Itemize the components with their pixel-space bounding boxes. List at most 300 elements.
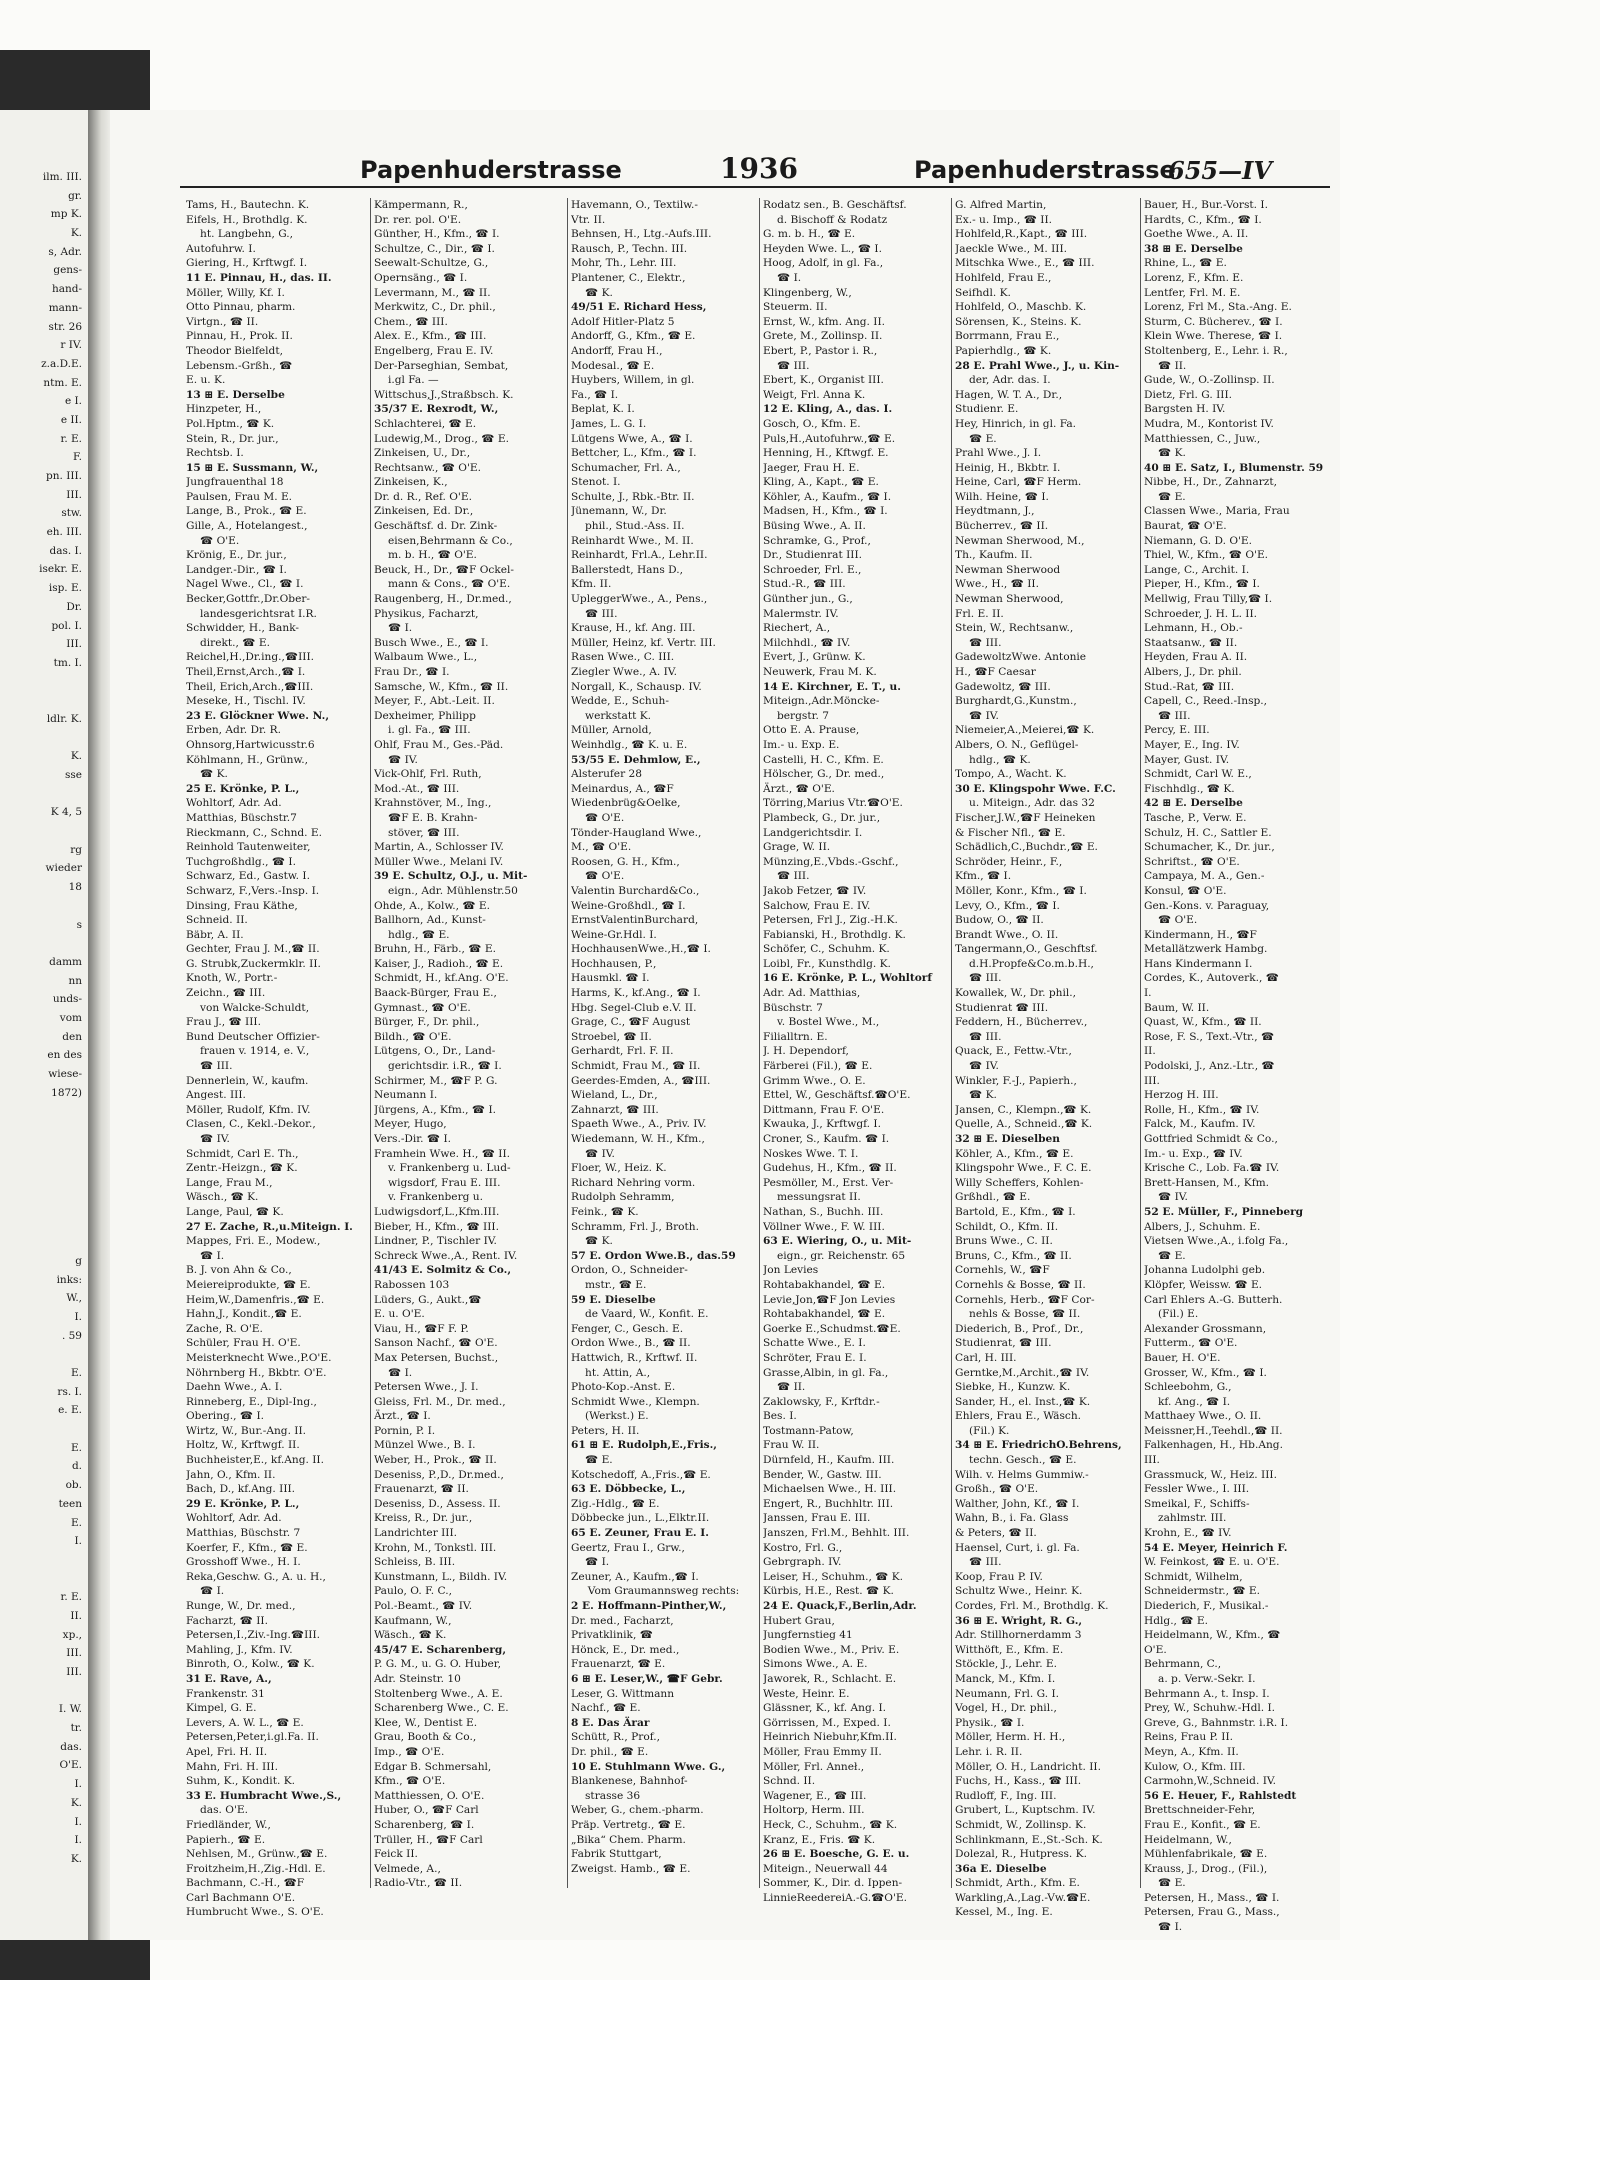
- directory-entry-line: Rasen Wwe., C. III.: [571, 651, 675, 664]
- directory-entry-line: Kämpermann, R.,: [374, 199, 468, 211]
- directory-entry-line: ☎ IV.: [1158, 1191, 1188, 1204]
- directory-entry-line: Puls,H.,Autofuhrw.,☎ E.: [763, 432, 896, 445]
- directory-entry-line: 52 E. Müller, F., Pinneberg: [1144, 1205, 1304, 1218]
- directory-entry-line: Matthaey Wwe., O. II.: [1144, 1410, 1262, 1423]
- directory-entry-line: 14 E. Kirchner, E. T., u.: [763, 680, 901, 693]
- directory-entry-line: Kessel, M., Ing. E.: [955, 1906, 1053, 1919]
- directory-entry-line: Knoth, W., Portr.-: [186, 972, 278, 985]
- directory-entry-line: Schöfer, C., Schuhm. K.: [763, 943, 890, 956]
- directory-entry-line: Adolf Hitler-Platz 5: [571, 315, 675, 328]
- left-page-fragment-line: [39, 936, 82, 955]
- directory-entry-line: Manck, M., Kfm. I.: [955, 1672, 1056, 1685]
- directory-entry-line: Koop, Frau P. IV.: [955, 1570, 1043, 1583]
- directory-entry-line: zahlmstr. III.: [1158, 1512, 1227, 1525]
- directory-entry-line: Chem., ☎ III.: [374, 315, 448, 328]
- directory-entry-line: HochhausenWwe.,H.,☎ I.: [571, 943, 711, 956]
- directory-entry-line: E. u. K.: [186, 374, 226, 387]
- directory-entry-line: Pol.-Beamt., ☎ IV.: [374, 1600, 473, 1612]
- directory-entry-line: I.: [1144, 987, 1152, 1000]
- directory-entry-line: Brandt Wwe., O. II.: [955, 928, 1059, 941]
- directory-entry-line: G. Strubk,Zuckermklr. II.: [186, 957, 321, 970]
- directory-entry-line: Grimm Wwe., O. E.: [763, 1074, 866, 1087]
- directory-entry-line: Wagener, E., ☎ III.: [763, 1789, 867, 1802]
- directory-entry-line: ☎ III.: [777, 359, 810, 372]
- directory-entry-line: Heidelmann, W.,: [1144, 1833, 1232, 1846]
- directory-entry-line: Ballerstedt, Hans D.,: [571, 563, 683, 576]
- directory-entry-line: Petersen Wwe., J. I.: [374, 1381, 479, 1394]
- directory-entry-line: Lorenz, F., Kfm. E.: [1144, 271, 1244, 284]
- directory-entry-line: Weine-Großhdl., ☎ I.: [571, 899, 686, 912]
- directory-entry-line: Holtorp, Herm. III.: [763, 1804, 865, 1817]
- column-divider: [951, 198, 952, 1888]
- left-page-fragment-line: ob.: [65, 1479, 82, 1492]
- directory-entry-line: 61 ⊞ E. Rudolph,E.,Fris.,: [571, 1439, 717, 1452]
- directory-entry-line: Roosen, G. H., Kfm.,: [571, 855, 680, 868]
- directory-entry-line: 40 ⊞ E. Satz, I., Blumenstr. 59: [1144, 461, 1324, 474]
- directory-entry-line: W. Feinkost, ☎ E. u. O'E.: [1144, 1556, 1280, 1569]
- left-page-fragment-line: d.: [71, 1460, 82, 1473]
- directory-entry-line: B. J. von Ahn & Co.,: [186, 1264, 292, 1277]
- directory-entry-line: Büschstr. 7: [763, 1001, 823, 1014]
- directory-entry-line: Schirmer, M., ☎F P. G.: [374, 1074, 498, 1087]
- directory-entry-line: Hönck, E., Dr. med.,: [571, 1643, 680, 1656]
- directory-entry-line: Mahling, J., Kfm. IV.: [186, 1643, 293, 1656]
- directory-entry-line: Levie,Jon,☎F Jon Levies: [763, 1293, 896, 1306]
- directory-entry-line: Kindermann, H., ☎F: [1144, 928, 1257, 941]
- directory-entry-line: 63 E. Döbbecke, L.,: [571, 1483, 686, 1496]
- left-page-fragment-line: das.: [60, 1740, 82, 1753]
- directory-entry-line: Noskes Wwe. T. I.: [763, 1147, 859, 1160]
- directory-entry-line: Baum, W. II.: [1144, 1001, 1210, 1014]
- directory-entry-line: Weinhdlg., ☎ K. u. E.: [571, 738, 688, 751]
- directory-entry-line: 2 E. Hoffmann-Pinther,W.,: [571, 1600, 727, 1612]
- directory-entry-line: Döbbecke jun., L.,Elktr.II.: [571, 1512, 710, 1525]
- directory-entry-line: Baurat, ☎ O'E.: [1144, 520, 1227, 533]
- left-page-fragment-line: en des: [47, 1049, 82, 1062]
- directory-entry-line: Matthias, Büschstr. 7: [186, 1527, 301, 1540]
- directory-entry-line: 33 E. Humbracht Wwe.,S.,: [186, 1789, 342, 1802]
- directory-entry-line: Matthiessen, O. O'E.: [374, 1789, 485, 1802]
- directory-entry-line: Zahnarzt, ☎ III.: [571, 1103, 659, 1116]
- directory-entry-line: Pieper, H., Kfm., ☎ I.: [1144, 578, 1260, 591]
- left-page-fragment-line: sse: [65, 769, 82, 781]
- directory-entry-line: Möller, Willy, Kf. I.: [186, 286, 285, 299]
- directory-entry-line: Münzing,E.,Vbds.-Gschf.,: [763, 855, 899, 868]
- directory-entry-line: Evert, J., Grünw. K.: [763, 651, 866, 664]
- directory-entry-line: Feddern, H., Bücherrev.,: [955, 1016, 1088, 1029]
- directory-entry-line: Castelli, H. C., Kfm. E.: [763, 753, 884, 766]
- directory-entry-line: Alexander Grossmann,: [1144, 1322, 1267, 1335]
- left-page-fragment-line: III.: [66, 638, 82, 651]
- directory-entry-line: Tams, H., Bautechn. K.: [186, 199, 310, 211]
- directory-entry-line: Heyden, Frau A. II.: [1144, 651, 1248, 664]
- directory-entry-line: Tostmann-Patow,: [763, 1424, 854, 1437]
- directory-entry-line: Ohde, A., Kolw., ☎ E.: [374, 899, 491, 912]
- directory-entry-line: ☎ III.: [585, 607, 618, 620]
- directory-entry-line: Schramke, G., Prof.,: [763, 534, 871, 547]
- directory-entry-line: Suhm, K., Kondit. K.: [186, 1775, 295, 1788]
- directory-entry-line: bergstr. 7: [777, 709, 829, 722]
- directory-entry-line: frauen v. 1914, e. V.,: [200, 1045, 310, 1058]
- directory-entry-line: Falkenhagen, H., Hb.Ang.: [1144, 1439, 1283, 1452]
- directory-entry-line: Möller, Frau Emmy II.: [763, 1745, 882, 1758]
- directory-entry-line: Frau E., Konfit., ☎ E.: [1144, 1818, 1261, 1831]
- directory-entry-line: Runge, W., Dr. med.,: [186, 1600, 296, 1612]
- directory-entry-line: ☎ E.: [1158, 1249, 1186, 1262]
- directory-entry-line: Diederich, F., Musikal.-: [1144, 1600, 1269, 1612]
- directory-entry-line: Gebrgraph. IV.: [763, 1556, 842, 1569]
- directory-entry-line: Möller, Herm. H. H.,: [955, 1731, 1066, 1744]
- directory-entry-line: Huber, O., ☎F Carl: [374, 1804, 479, 1817]
- directory-entry-line: Quack, E., Fettw.-Vtr.,: [955, 1045, 1072, 1058]
- directory-entry-line: Schroeder, J. H. L. II.: [1144, 607, 1258, 620]
- directory-entry-line: Ernst, W., kfm. Ang. II.: [763, 315, 886, 328]
- directory-entry-line: Bürger, F., Dr. phil.,: [374, 1016, 480, 1029]
- left-page-fragment-line: isp. E.: [48, 582, 82, 595]
- directory-entry-line: Schütt, R., Prof.,: [571, 1731, 661, 1744]
- left-page-fragment-line: isekr. E.: [39, 563, 82, 576]
- directory-entry-line: i.gl Fa. —: [388, 374, 439, 387]
- directory-entry-line: Schwarz, F.,Vers.-Insp. I.: [186, 884, 320, 897]
- directory-entry-line: Stein, W., Rechtsanw.,: [955, 622, 1074, 635]
- directory-entry-line: 25 E. Krönke, P. L.,: [186, 782, 300, 795]
- left-page-fragment-line: [39, 1684, 82, 1703]
- directory-entry-line: Lehr. i. R. II.: [955, 1745, 1023, 1758]
- directory-entry-line: Falck, M., Kaufm. IV.: [1144, 1118, 1256, 1131]
- directory-entry-line: 31 E. Rave, A.,: [186, 1672, 272, 1685]
- left-page-fragment-line: [39, 1160, 82, 1179]
- directory-entry-line: Möller, O. H., Landricht. II.: [955, 1760, 1101, 1773]
- directory-entry-line: James, L. G. I.: [571, 417, 647, 430]
- directory-entry-line: Klingenberg, W.,: [763, 286, 852, 299]
- directory-entry-line: Reins, Frau P. II.: [1144, 1731, 1234, 1744]
- left-page-fragment-line: rg: [70, 843, 82, 856]
- directory-entry-line: 29 E. Krönke, P. L.,: [186, 1497, 300, 1510]
- directory-entry-line: Klöpfer, Weissw. ☎ E.: [1144, 1278, 1263, 1291]
- directory-entry-line: Paulo, O. F. C.,: [374, 1585, 452, 1598]
- directory-entry-line: Tasche, P., Verw. E.: [1144, 811, 1247, 824]
- left-page-fragment-line: r. E.: [60, 432, 82, 445]
- left-page-fragment-line: stw.: [61, 507, 82, 520]
- directory-entry-line: Albers, O. N., Geflügel-: [955, 738, 1079, 751]
- directory-entry-line: Möller, Rudolf, Kfm. IV.: [186, 1103, 311, 1116]
- directory-entry-line: Radio-Vtr., ☎ II.: [374, 1877, 463, 1890]
- left-page-fragment-line: r. E.: [60, 1591, 82, 1604]
- directory-entry-line: Rieckmann, C., Schnd. E.: [186, 826, 323, 839]
- directory-entry-line: Vom Graumannsweg rechts:: [587, 1585, 740, 1598]
- directory-entry-line: Huybers, Willem, in gl.: [571, 374, 695, 387]
- directory-entry-line: Facharzt, ☎ II.: [186, 1614, 268, 1627]
- column-divider: [759, 198, 760, 1888]
- directory-entry-line: Viau, H., ☎F F. P.: [374, 1322, 469, 1335]
- directory-entry-line: Tangermann,O., Geschftsf.: [955, 943, 1098, 956]
- directory-entry-line: eign., Adr. Mühlenstr.50: [388, 884, 518, 897]
- directory-entry-line: kf. Ang., ☎ I.: [1158, 1395, 1231, 1408]
- directory-entry-line: Raugenberg, H., Dr.med.,: [374, 593, 512, 606]
- directory-entry-line: Bauer, H. O'E.: [1144, 1351, 1221, 1364]
- directory-entry-line: Holtz, W., Krftwgf. II.: [186, 1439, 300, 1452]
- directory-entry-line: Konsul, ☎ O'E.: [1144, 884, 1227, 897]
- directory-entry-line: & Fischer Nfl., ☎ E.: [955, 826, 1066, 839]
- directory-entry-line: Zache, R. O'E.: [186, 1322, 263, 1335]
- directory-entry-line: Adr. Ad. Matthias,: [763, 987, 861, 1000]
- page-header: [150, 150, 1340, 190]
- directory-entry-line: Heine, Carl, ☎F Herm.: [955, 476, 1082, 489]
- directory-entry-line: Köhler, A., Kfm., ☎ E.: [955, 1147, 1074, 1160]
- directory-entry-line: Meissner,H.,Teehdl.,☎ II.: [1144, 1424, 1283, 1437]
- directory-entry-line: Stein, R., Dr. jur.,: [186, 432, 279, 445]
- directory-entry-line: Dr. phil., ☎ E.: [571, 1745, 649, 1758]
- directory-entry-line: Rudolph Sehramm,: [571, 1191, 675, 1204]
- directory-entry-line: Scharenberg Wwe., C. E.: [374, 1702, 509, 1715]
- directory-entry-line: Zig.-Hdlg., ☎ E.: [571, 1497, 660, 1510]
- directory-entry-line: Fabianski, H., Brothdlg. K.: [763, 928, 906, 941]
- directory-entry-line: Albers, J., Schuhm. E.: [1144, 1220, 1261, 1233]
- directory-entry-line: mstr., ☎ E.: [585, 1278, 647, 1291]
- year-label: 1936: [720, 152, 798, 185]
- column-divider: [370, 198, 371, 1888]
- directory-entry-line: Framhein Wwe. H., ☎ II.: [374, 1147, 511, 1160]
- directory-entry-line: Zinkeisen, K.,: [374, 476, 448, 489]
- directory-entry-line: Simons Wwe., A. E.: [763, 1658, 868, 1671]
- directory-entry-line: Croner, S., Kaufm. ☎ I.: [763, 1133, 890, 1145]
- directory-entry-line: Imp., ☎ O'E.: [374, 1745, 445, 1758]
- left-page-fragment-line: K.: [70, 227, 82, 240]
- directory-entry-line: Hbg. Segel-Club e.V. II.: [571, 1001, 697, 1014]
- directory-entry-line: Stenot. I.: [571, 476, 621, 489]
- left-page-fragment-line: g: [75, 1254, 82, 1267]
- directory-entry-line: Peters, H. II.: [571, 1424, 640, 1437]
- directory-entry-line: Vietsen Wwe.,A., i.folg Fa.,: [1144, 1235, 1289, 1248]
- directory-entry-line: Wahn, B., i. Fa. Glass: [955, 1512, 1069, 1525]
- directory-entry-line: messungsrat II.: [777, 1191, 861, 1204]
- directory-entry-line: Schnd. II.: [763, 1775, 816, 1788]
- directory-entry-line: Jungfrauenthal 18: [186, 476, 284, 489]
- directory-entry-line: Richard Nehring vorm.: [571, 1176, 696, 1189]
- directory-entry-line: 38 ⊞ E. Derselbe: [1144, 242, 1243, 255]
- directory-entry-line: Nehlsen, M., Grünw.,☎ E.: [186, 1848, 328, 1861]
- directory-entry-line: ☎ I.: [388, 1366, 413, 1379]
- directory-entry-line: Grßhdl., ☎ E.: [955, 1191, 1031, 1204]
- directory-entry-line: Kfm., ☎ I.: [955, 870, 1012, 883]
- directory-entry-line: Frauenarzt, ☎ E.: [571, 1658, 666, 1671]
- directory-entry-line: Jaworek, R., Schlacht. E.: [763, 1672, 897, 1685]
- directory-entry-line: ☎ II.: [1158, 359, 1187, 372]
- directory-entry-line: 32 ⊞ E. Dieselben: [955, 1133, 1060, 1145]
- directory-entry-line: Kunstmann, L., Bildh. IV.: [374, 1570, 508, 1583]
- directory-entry-line: der, Adr. das. I.: [969, 374, 1051, 387]
- directory-entry-line: Grassmuck, W., Heiz. III.: [1144, 1468, 1277, 1481]
- directory-entry-line: Rolle, H., Kfm., ☎ IV.: [1144, 1103, 1260, 1116]
- directory-entry-line: Weigt, Frl. Anna K.: [763, 388, 866, 401]
- directory-entry-line: ☎ III.: [969, 636, 1002, 649]
- directory-entry-line: Gleiss, Frl. M., Dr. med.,: [374, 1395, 506, 1408]
- directory-entry-line: Frl. E. II.: [955, 607, 1004, 620]
- directory-entry-line: Otto Pinnau, pharm.: [186, 301, 296, 314]
- directory-entry-line: Tuchgroßhdlg., ☎ I.: [186, 855, 296, 868]
- directory-entry-line: Apel, Fri. H. II.: [186, 1745, 268, 1758]
- directory-entry-line: III.: [1144, 1454, 1160, 1467]
- directory-entry-line: Walther, John, Kf., ☎ I.: [955, 1497, 1080, 1510]
- directory-entry-line: Miteign.,Adr.Möncke-: [763, 695, 880, 708]
- directory-entry-line: H., ☎F Caesar: [955, 666, 1036, 678]
- directory-entry-line: Färberei (Fil.), ☎ E.: [763, 1060, 873, 1073]
- directory-entry-line: Zaklowsky, F., Krftdr.-: [763, 1395, 880, 1408]
- directory-entry-line: Schröter, Frau E. I.: [763, 1351, 867, 1364]
- directory-entry-line: Obering., ☎ I.: [186, 1410, 265, 1423]
- directory-entry-line: Deseniss, P.,D., Dr.med.,: [374, 1468, 504, 1481]
- left-page-fragment-line: nn: [68, 974, 82, 987]
- directory-entry-line: Schreck Wwe.,A., Rent. IV.: [374, 1249, 518, 1262]
- directory-entry-line: Petersen,I.,Ziv.-Ing.☎III.: [186, 1629, 321, 1642]
- directory-entry-line: E. u. O'E.: [374, 1308, 425, 1321]
- directory-entry-line: gerichtsdir. i.R., ☎ I.: [388, 1060, 502, 1073]
- directory-entry-line: Plambeck, G., Dr. jur.,: [763, 811, 881, 824]
- directory-entry-line: Weber, G., chem.-pharm.: [571, 1804, 704, 1817]
- directory-entry-line: Thiel, W., Kfm., ☎ O'E.: [1144, 549, 1269, 562]
- directory-entry-line: Landger.-Dir., ☎ I.: [186, 563, 287, 576]
- directory-entry-line: Heydtmann, J.,: [955, 505, 1035, 518]
- directory-entry-line: Ballhorn, Ad., Kunst-: [374, 914, 486, 927]
- directory-entry-line: Meinardus, A., ☎F: [571, 782, 674, 795]
- directory-entry-line: ☎ III.: [969, 1556, 1002, 1569]
- directory-entry-line: Quelle, A., Schneid.,☎ K.: [955, 1118, 1093, 1131]
- directory-entry-line: Wäsch., ☎ K.: [374, 1629, 447, 1642]
- directory-entry-line: Hahn,J., Kondit.,☎ E.: [186, 1308, 302, 1321]
- directory-entry-line: Landrichter III.: [374, 1527, 458, 1540]
- directory-entry-line: Kfm., ☎ O'E.: [374, 1775, 446, 1788]
- directory-entry-line: Krauss, J., Drog., (Fil.),: [1144, 1862, 1268, 1875]
- directory-entry-line: Schriftst., ☎ O'E.: [1144, 855, 1240, 868]
- directory-entry-line: Nachf., ☎ E.: [571, 1702, 641, 1715]
- left-page-fragment-line: den: [62, 1030, 82, 1043]
- directory-entry-line: Hohlfeld,R.,Kapt., ☎ III.: [955, 228, 1088, 241]
- directory-entry-line: Behrmann, C.,: [1144, 1658, 1222, 1671]
- left-page-fragment-line: pn. III.: [46, 470, 82, 482]
- directory-entry-line: Dr. d. R., Ref. O'E.: [374, 490, 472, 503]
- directory-entry-line: das. O'E.: [200, 1804, 248, 1817]
- directory-entry-line: Klein Wwe. Therese, ☎ I.: [1144, 330, 1283, 343]
- directory-entry-line: 6 ⊞ E. Leser,W., ☎F Gebr.: [571, 1672, 723, 1685]
- left-page-fragment-line: K 4, 5: [50, 806, 82, 819]
- left-page-fragment-line: [39, 824, 82, 843]
- directory-entry-line: ☎ K.: [969, 1089, 997, 1102]
- directory-entry-line: 54 E. Meyer, Heinrich F.: [1144, 1541, 1288, 1554]
- directory-entry-line: Gechter, Frau J. M.,☎ II.: [186, 943, 320, 956]
- directory-entry-line: Fa., ☎ I.: [571, 388, 619, 401]
- directory-entry-line: Grosser, W., Kfm., ☎ I.: [1144, 1366, 1267, 1379]
- directory-entry-line: Hdlg., ☎ E.: [1144, 1614, 1208, 1627]
- directory-entry-line: Bach, D., kf.Ang. III.: [186, 1483, 296, 1496]
- directory-entry-line: Alsterufer 28: [571, 768, 642, 781]
- directory-entry-line: Jon Levies: [763, 1264, 819, 1277]
- directory-entry-line: Gude, W., O.-Zollinsp. II.: [1144, 374, 1275, 387]
- page-number: 655—IV: [1168, 156, 1272, 185]
- directory-entry-line: landesgerichtsrat I.R.: [200, 607, 317, 620]
- directory-entry-line: Behrmann A., t. Insp. I.: [1144, 1687, 1270, 1700]
- directory-entry-line: Zinkeisen, U., Dr.,: [374, 447, 471, 460]
- directory-entry-line: ☎ E.: [1158, 490, 1186, 503]
- directory-entry-line: Sander, H., el. Inst.,☎ K.: [955, 1395, 1091, 1408]
- directory-entry-line: Gadewoltz, ☎ III.: [955, 680, 1051, 693]
- directory-entry-line: Privatklinik, ☎: [571, 1629, 653, 1642]
- directory-entry-line: 26 ⊞ E. Boesche, G. E. u.: [763, 1848, 910, 1861]
- directory-entry-line: ☎ IV.: [585, 1147, 615, 1160]
- directory-entry-line: Harms, K., kf.Ang., ☎ I.: [571, 987, 701, 1000]
- directory-entry-line: ☎ I.: [585, 1556, 610, 1569]
- directory-entry-line: Becker,Gottfr.,Dr.Ober-: [186, 593, 310, 606]
- directory-entry-line: Mappes, Fri. E., Modew.,: [186, 1235, 321, 1248]
- directory-entry-line: Lehmann, H., Ob.-: [1144, 622, 1243, 635]
- directory-entry-line: 13 ⊞ E. Derselbe: [186, 388, 285, 401]
- left-page-fragment-line: wiese-: [48, 1068, 82, 1080]
- directory-entry-line: Hattwich, R., Krftwf. II.: [571, 1351, 698, 1364]
- directory-entry-line: Leser, G. Wittmann: [571, 1687, 675, 1700]
- directory-entry-line: Großh., ☎ O'E.: [955, 1483, 1039, 1496]
- directory-entry-line: Meyer, F., Abt.-Leit. II.: [374, 695, 495, 708]
- directory-entry-line: Reinhold Tautenweiter,: [186, 841, 311, 854]
- directory-entry-line: Zinkeisen, Ed. Dr.,: [374, 505, 474, 518]
- directory-entry-line: Jaeger, Frau H. E.: [763, 461, 860, 474]
- directory-entry-line: Friedländer, W.,: [186, 1818, 271, 1831]
- left-page-fragment-line: e II.: [60, 413, 82, 426]
- directory-entry-line: ☎ III.: [969, 972, 1002, 985]
- left-page-fragment-line: teen: [58, 1497, 82, 1510]
- directory-entry-line: Dr. rer. pol. O'E.: [374, 213, 462, 226]
- directory-entry-line: Levers, A. W. L., ☎ E.: [186, 1716, 304, 1729]
- directory-entry-line: Vogel, H., Dr. phil.,: [955, 1702, 1057, 1715]
- directory-entry-line: Jünemann, W., Dr.: [571, 505, 667, 518]
- directory-entry-line: Bruns Wwe., C. II.: [955, 1235, 1053, 1248]
- directory-entry-line: Valentin Burchard&Co.,: [571, 884, 700, 897]
- directory-entry-line: Köhler, A., Kaufm., ☎ I.: [763, 490, 892, 503]
- directory-entry-line: Grage, C., ☎F August: [571, 1016, 691, 1029]
- directory-entry-line: Winkler, F.-J., Papierh.,: [955, 1074, 1077, 1087]
- directory-entry-line: Reichel,H.,Dr.ing.,☎III.: [186, 651, 314, 664]
- directory-entry-line: ☎ I.: [777, 271, 802, 284]
- directory-entry-line: Heyden Wwe. L., ☎ I.: [763, 242, 882, 255]
- left-page-fragment-line: vom: [59, 1011, 82, 1024]
- directory-entry-line: Grubert, L., Kuptschm. IV.: [955, 1804, 1096, 1817]
- directory-entry-line: ☎ III.: [200, 1060, 233, 1073]
- directory-entry-line: Kreiss, R., Dr. jur.,: [374, 1512, 473, 1525]
- directory-entry-line: Kulow, O., Kfm. III.: [1144, 1760, 1246, 1773]
- directory-entry-line: Krönig, E., Dr. jur.,: [186, 549, 287, 562]
- directory-entry-line: Wirtz, W., Bur.-Ang. II.: [186, 1424, 307, 1437]
- directory-entry-line: Henning, H., Kftwgf. E.: [763, 447, 889, 460]
- directory-entry-line: Rodatz sen., B. Geschäftsf.: [763, 199, 907, 211]
- directory-entry-line: Fuchs, H., Kass., ☎ III.: [955, 1775, 1082, 1788]
- left-page-fragment-line: K.: [70, 1796, 82, 1809]
- directory-entry-line: Newman Sherwood,: [955, 593, 1064, 606]
- directory-entry-line: Frauenarzt, ☎ II.: [374, 1483, 469, 1496]
- left-page-fragment-line: 18: [68, 881, 82, 894]
- directory-entry-line: Kaufmann, W.,: [374, 1614, 452, 1627]
- directory-entry-line: Theil, Erich,Arch.,☎III.: [186, 680, 314, 693]
- directory-entry-line: Bruns, C., Kfm., ☎ II.: [955, 1249, 1072, 1262]
- directory-entry-line: Klingspohr Wwe., F. C. E.: [955, 1162, 1092, 1175]
- left-page-fragment-line: ilm. III.: [42, 171, 82, 183]
- directory-column-2: [374, 198, 564, 1891]
- directory-entry-line: Seifhdl. K.: [955, 286, 1011, 299]
- directory-entry-line: ☎ IV.: [200, 1133, 230, 1145]
- directory-entry-line: Papierhdlg., ☎ K.: [955, 344, 1052, 357]
- directory-entry-line: ☎ I.: [200, 1249, 225, 1262]
- directory-entry-line: Krause, H., kf. Ang. III.: [571, 622, 696, 635]
- directory-entry-line: ☎ IV.: [969, 709, 999, 722]
- directory-entry-line: & Peters, ☎ II.: [955, 1527, 1037, 1540]
- directory-entry-line: Mahn, Fri. H. III.: [186, 1760, 278, 1773]
